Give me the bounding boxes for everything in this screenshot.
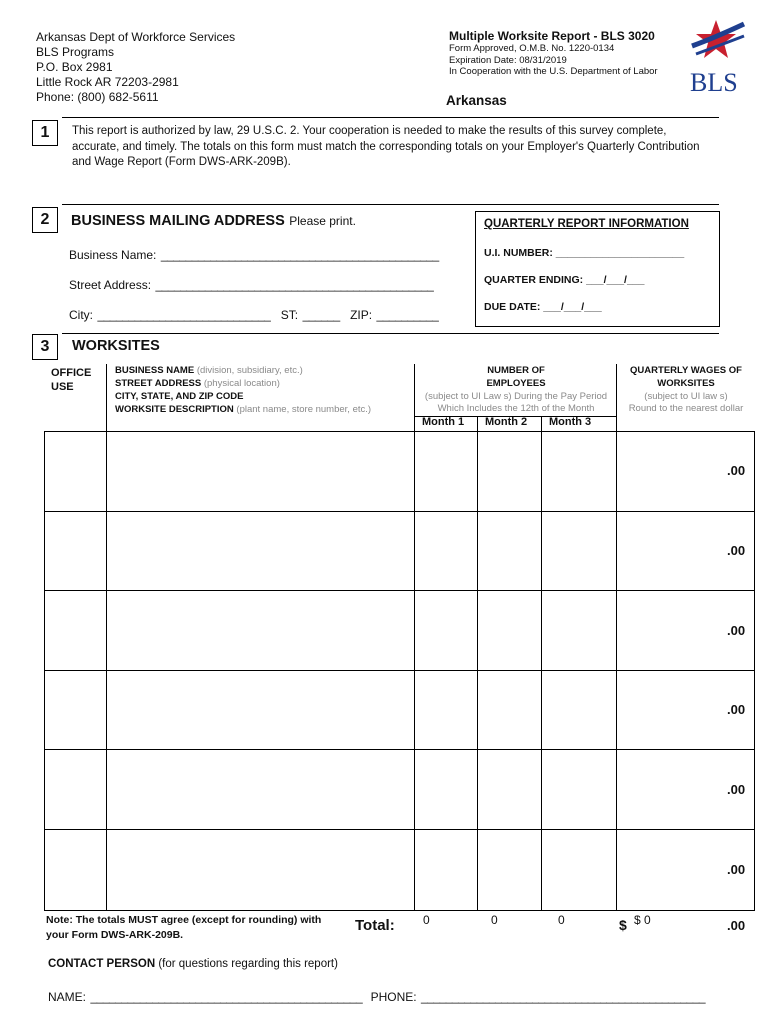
worksite-row-3[interactable] [107,591,414,670]
worksite-description-hint: (plant name, store number, etc.) [236,404,372,415]
state-label: ST: [280,308,299,322]
business-name-row[interactable] [69,246,439,264]
section2-rule [62,204,719,205]
section1-rule [62,117,719,118]
cooperation-note: In Cooperation with the U.S. Department of Labor [449,66,658,77]
month2-header: Month 2 [485,416,528,428]
street-address-row[interactable] [69,276,433,294]
business-name-field[interactable]: _____________________________________________ [160,248,439,262]
street-address-header: STREET ADDRESS [115,378,202,389]
business-name-label: Business Name: [69,248,157,262]
form-title: Multiple Worksite Report - BLS 3020 [449,29,655,43]
office-use-header: OFFICE USE [51,367,92,393]
total-wages[interactable]: $ 0 [634,913,651,927]
street-address-label: Street Address: [69,278,152,292]
header-divider [106,364,107,432]
state-name: Arkansas [446,93,507,108]
expiration-date: Expiration Date: 08/31/2019 [449,54,567,66]
contact-name-label: NAME: [48,990,87,1004]
employees-subtitle-2: Which Includes the 12th of the Month [437,403,595,414]
worksite-row-2[interactable] [107,512,414,590]
ui-number-field[interactable]: U.I. NUMBER: ______________________ [484,247,685,259]
agency-phone: Phone: (800) 682-5611 [36,90,159,104]
street-address-field[interactable]: _____________________________________________ [155,278,434,292]
row-1-wage-decimal: .00 [727,463,746,478]
wages-title: QUARTERLY WAGES OF WORKSITES [630,365,742,389]
section1-number: 1 [32,120,58,146]
quarterly-report-title: QUARTERLY REPORT INFORMATION [484,218,689,230]
quarter-ending-field[interactable]: QUARTER ENDING: ___/___/___ [484,274,645,286]
month1-header: Month 1 [422,416,465,428]
header-divider [541,416,542,432]
total-wages-decimal: .00 [727,918,746,933]
business-mailing-address-title: BUSINESS MAILING ADDRESS [71,213,285,229]
agency-line3: P.O. Box 2981 [36,60,113,74]
total-dollar-sign: $ [619,917,627,933]
worksites-title: WORKSITES [72,338,160,354]
agency-line2: BLS Programs [36,45,115,59]
zip-label: ZIP: [350,308,373,322]
contact-person-subtitle: (for questions regarding this report) [158,958,338,970]
city-field[interactable]: ____________________________ [97,308,271,322]
row-4-wage-decimal: .00 [727,702,746,717]
worksite-row-5[interactable] [107,750,414,829]
form-header [449,29,658,78]
month3-header: Month 3 [549,416,592,428]
agency-line4: Little Rock AR 72203-2981 [36,75,179,89]
section3-number: 3 [32,334,58,360]
contact-person-title: CONTACT PERSON [48,958,156,970]
employees-subtitle-1: (subject to UI Law s) During the Pay Period [424,391,608,402]
quarterly-report-info-box [475,211,720,327]
worksite-description-header: WORKSITE DESCRIPTION [115,404,234,415]
total-month2[interactable]: 0 [491,913,498,927]
bls-logo-text: BLS [690,68,738,97]
agency-line1: Arkansas Dept of Workforce Services [36,30,236,44]
wages-subtitle-1: (subject to UI law s) [644,391,728,402]
section1-authorization-text: This report is authorized by law, 29 U.S.C. 2. Your cooperation is needed to make the results of this survey complete, accurate, and timely. The totals on this form must match the corresponding totals on your Employer's Quarterly Contribution and Wage Report (Form DWS-ARK-209B). [72,125,700,168]
contact-person-heading [48,958,338,970]
totals-note: Note: The totals MUST agree (except for rounding) with your Form DWS-ARK-209B. [46,914,322,941]
business-name-hint: (division, subsidiary, etc.) [196,365,303,376]
employees-title: NUMBER OF EMPLOYEES [486,365,546,389]
row-3-wage-decimal: .00 [727,623,746,638]
header-divider [477,416,478,432]
worksite-row-4[interactable] [107,671,414,749]
employees-column-header [416,364,616,414]
section3-rule [62,333,719,334]
zip-field[interactable]: __________ [376,308,439,322]
contact-name-field[interactable]: ____________________________________________ [90,990,363,1004]
section2-heading [71,212,356,230]
omb-number: Form Approved, O.M.B. No. 1220-0134 [449,43,615,54]
total-label: Total: [355,917,395,934]
business-name-header: BUSINESS NAME [115,365,195,376]
header-divider [616,364,617,432]
city-state-zip-header: CITY, STATE, AND ZIP CODE [115,391,244,402]
header-divider [414,364,415,432]
row-6-wage-decimal: .00 [727,862,746,877]
agency-address [36,30,235,105]
contact-phone-label: PHONE: [370,990,417,1004]
wages-column-header [618,364,754,414]
total-month3[interactable]: 0 [558,913,565,927]
worksite-row-6[interactable] [107,830,414,909]
city-row[interactable] [69,306,438,324]
worksite-row-1[interactable] [107,432,414,511]
city-label: City: [69,308,93,322]
row-5-wage-decimal: .00 [727,782,746,797]
state-field[interactable]: ______ [302,308,340,322]
total-month1[interactable]: 0 [423,913,430,927]
contact-fields-row [48,988,705,1006]
contact-phone-field[interactable]: ______________________________________________ [421,990,706,1004]
please-print-note: Please print. [289,214,356,228]
business-column-header [115,364,415,416]
due-date-field[interactable]: DUE DATE: ___/___/___ [484,301,602,313]
section2-number: 2 [32,207,58,233]
street-address-hint: (physical location) [203,378,280,389]
bls-star-icon [688,16,748,66]
row-2-wage-decimal: .00 [727,543,746,558]
wages-subtitle-2: Round to the nearest dollar [628,403,744,414]
bls-logo [688,16,748,97]
